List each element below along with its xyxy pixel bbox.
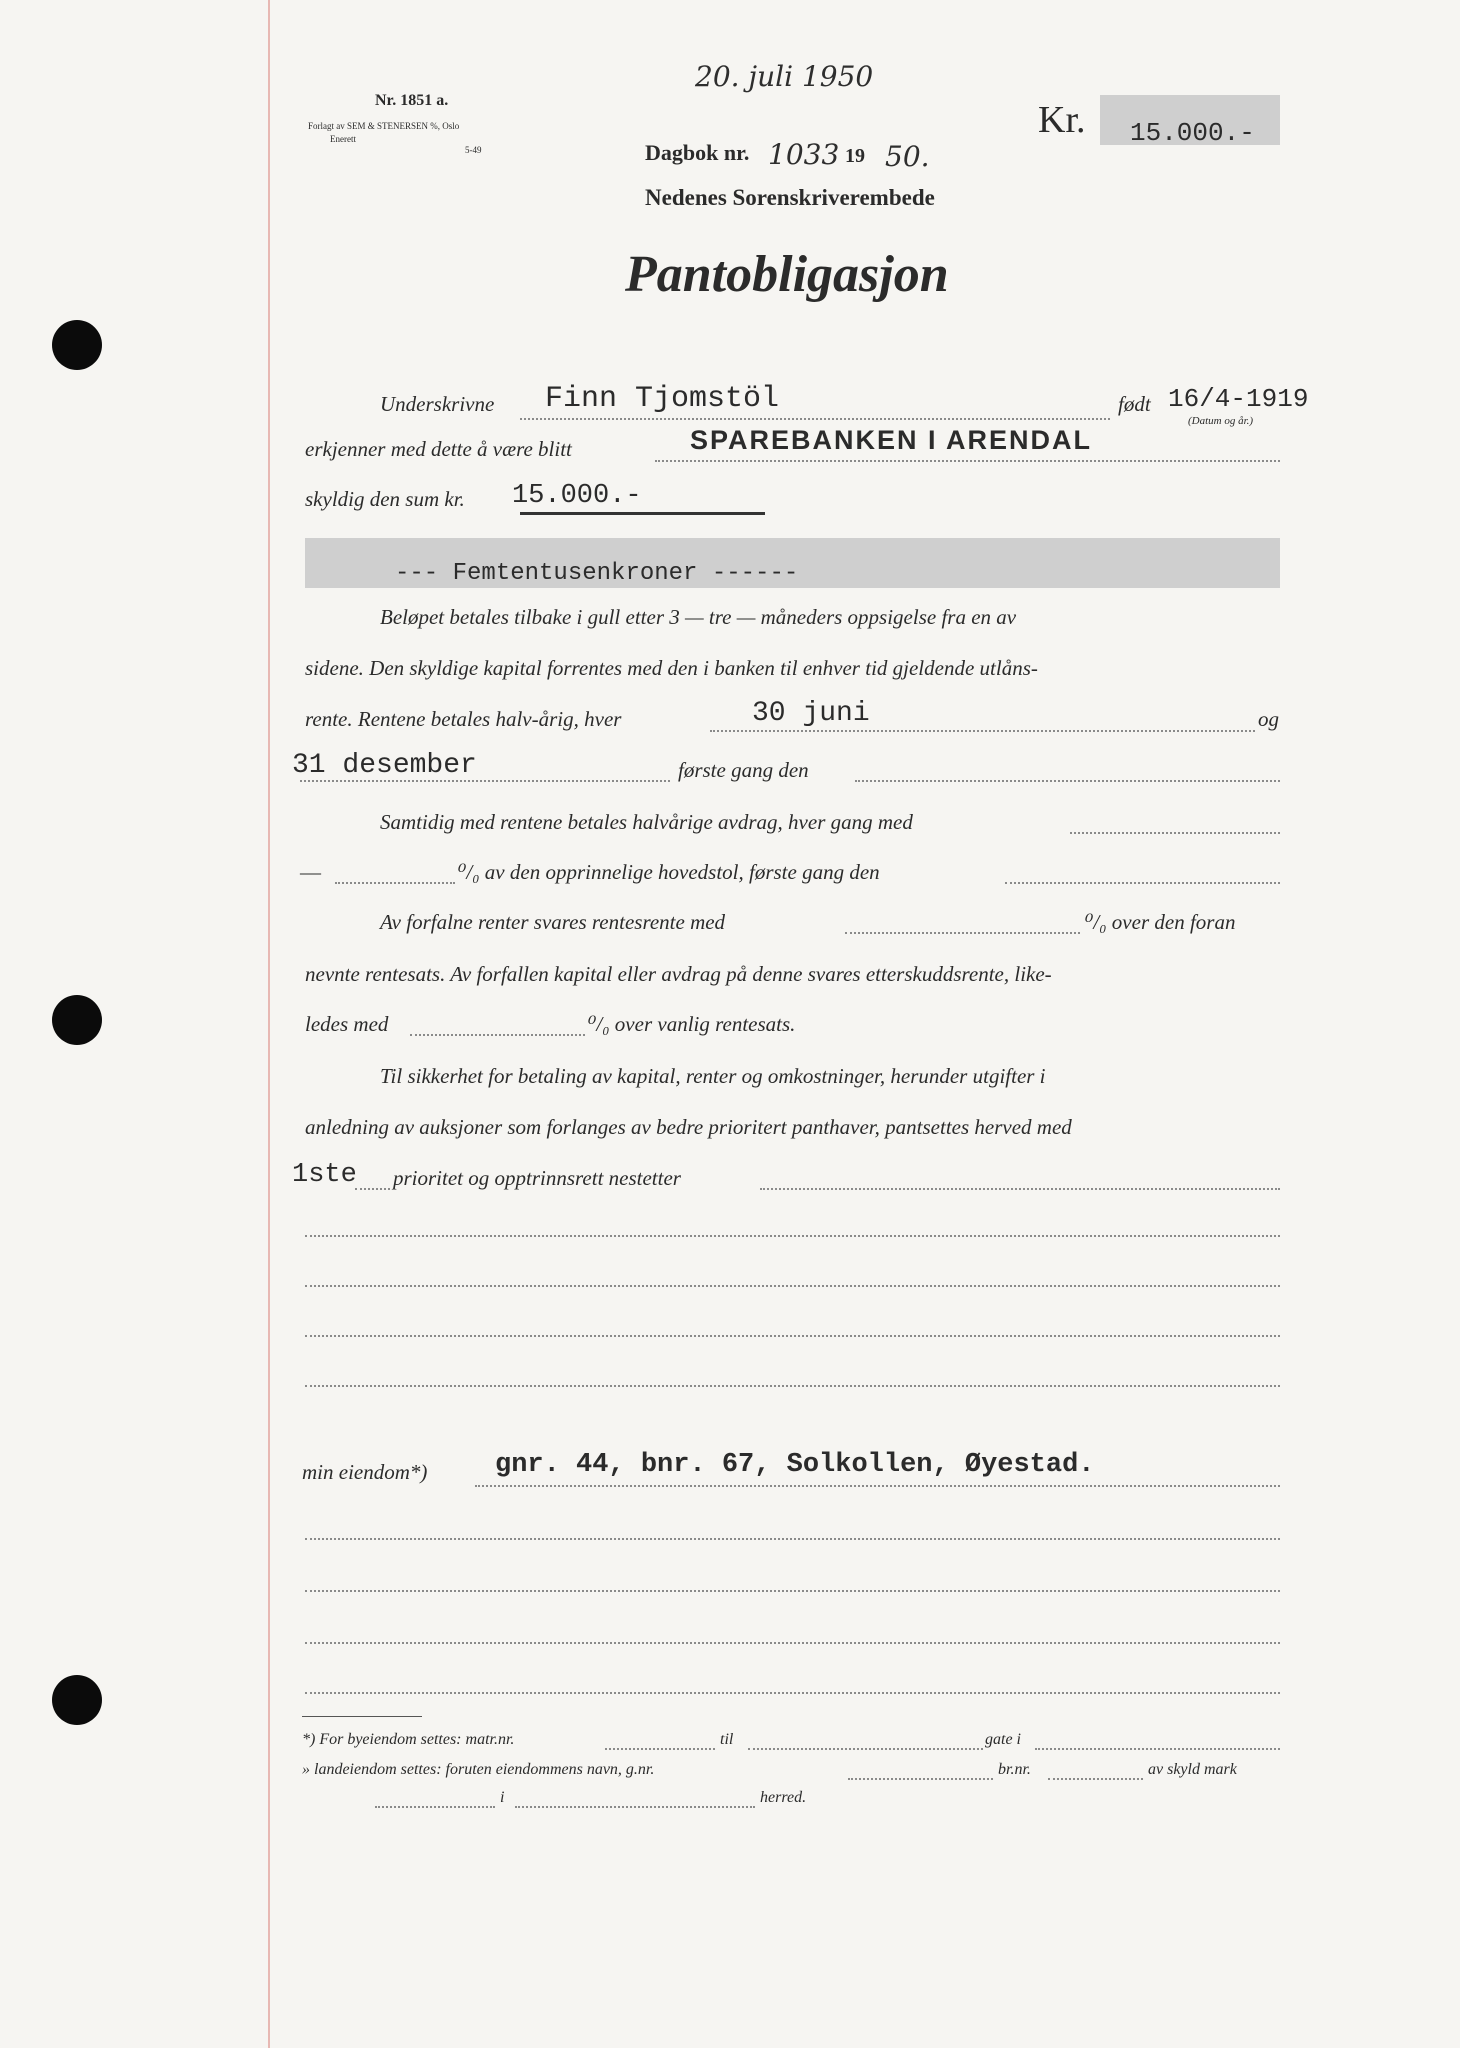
p3-line3: ledes med	[305, 1012, 389, 1036]
footnote-line1-b: til	[720, 1731, 734, 1748]
p3-late-rate-line	[410, 1034, 585, 1036]
dagbok-year: 50.	[885, 140, 930, 173]
property-label: min eiendom*)	[302, 1460, 428, 1484]
footnote-line3-b: herred.	[760, 1789, 807, 1806]
p1-line3-end: og	[1258, 707, 1279, 731]
debtor-label: Underskrivne	[380, 392, 495, 416]
blank-line-7	[305, 1642, 1280, 1644]
dagbok-year-prefix: 19	[845, 145, 865, 167]
p2-dash: —	[300, 860, 321, 884]
page-title: Pantobligasjon	[625, 246, 949, 303]
debtor-line	[520, 418, 1110, 420]
first-time-line	[855, 780, 1280, 782]
p2-percent-line	[335, 882, 455, 884]
p1-line1: Beløpet betales tilbake i gull etter 3 — tre — måneders oppsigelse fra en av	[380, 605, 1017, 629]
born-label: født	[1118, 392, 1151, 416]
interest-date-2: 31 desember	[292, 750, 477, 781]
property-value: gnr. 44, bnr. 67, Solkollen, Øyestad.	[495, 1450, 1095, 1480]
sum-underline	[520, 512, 765, 515]
publisher-enerett: Enerett	[330, 134, 356, 144]
dagbok-label: Dagbok nr.	[645, 140, 750, 165]
footnote-place-line	[375, 1806, 495, 1808]
punch-hole-top	[52, 320, 102, 370]
p2-line1: Samtidig med rentene betales halvårige avdrag, hver gang med	[380, 810, 913, 834]
p4-line1: Til sikkerhet for betaling av kapital, renter og omkostninger, herunder utgifter i	[380, 1064, 1046, 1088]
property-line	[475, 1485, 1280, 1487]
footnote-line2-a: » landeiendom settes: foruten eiendommens navn, g.nr.	[302, 1761, 655, 1778]
publisher-line: Forlagt av SEM & STENERSEN %, Oslo	[308, 121, 460, 131]
footnote-street-line	[748, 1748, 983, 1750]
margin-line	[268, 0, 270, 2048]
p2-line2: ⁰/₀ av den opprinnelige hovedstol, første gang den	[458, 860, 880, 884]
blank-line-3	[305, 1335, 1280, 1337]
first-time-label: første gang den	[678, 758, 809, 782]
footnote-line2-b: br.nr.	[998, 1761, 1031, 1778]
creditor-name: SPAREBANKEN I ARENDAL	[690, 425, 1093, 455]
footnote-rule	[302, 1716, 422, 1717]
p3-line1-end: ⁰/₀ over den foran	[1085, 910, 1236, 934]
footnote-herred-line	[515, 1806, 755, 1808]
footnote-gnr-line	[848, 1778, 993, 1780]
punch-hole-middle	[52, 995, 102, 1045]
footnote-line1-a: *) For byeiendom settes: matr.nr.	[302, 1731, 515, 1748]
priority-value-line	[355, 1188, 390, 1190]
p3-rate-line	[845, 932, 1080, 934]
handwritten-date: 20. juli 1950	[695, 60, 874, 93]
punch-hole-bottom	[52, 1675, 102, 1725]
interest-date-1-line	[710, 730, 1255, 732]
blank-line-8	[305, 1692, 1280, 1694]
sum-label: skyldig den sum kr.	[305, 487, 465, 511]
p2-first-time-line	[1005, 882, 1280, 884]
p2-installment-line	[1070, 832, 1280, 834]
form-number: Nr. 1851 a.	[375, 92, 449, 109]
footnote-brnr-line	[1048, 1778, 1143, 1780]
amount-label: Kr.	[1038, 99, 1086, 141]
footnote-line2-c: av skyld mark	[1148, 1761, 1237, 1778]
p1-line3: rente. Rentene betales halv-årig, hver	[305, 707, 622, 731]
blank-line-4	[305, 1385, 1280, 1387]
interest-date-1: 30 juni	[752, 698, 870, 729]
priority-line	[760, 1188, 1280, 1190]
born-date: 16/4-1919	[1168, 384, 1309, 414]
blank-line-2	[305, 1285, 1280, 1287]
p1-line2: sidene. Den skyldige kapital forrentes med den i banken til enhver tid gjeldende utlåns-	[305, 656, 1038, 680]
sum-value: 15.000.-	[512, 481, 642, 511]
interest-date-2-line	[300, 780, 670, 782]
amount-value: 15.000.-	[1130, 118, 1255, 148]
dagbok-number: 1033	[768, 138, 840, 171]
p3-line1: Av forfalne renter svares rentesrente med	[380, 910, 726, 934]
born-hint: (Datum og år.)	[1188, 415, 1254, 427]
publisher-code: 5-49	[465, 145, 482, 155]
priority-label: prioritet og opptrinnsrett nestetter	[393, 1166, 681, 1190]
p3-line2: nevnte rentesats. Av forfallen kapital eller avdrag på denne svares etterskuddsrente, like-	[305, 962, 1052, 986]
blank-line-6	[305, 1590, 1280, 1592]
footnote-matr-line	[605, 1748, 715, 1750]
p3-line3-end: ⁰/₀ over vanlig rentesats.	[588, 1012, 796, 1036]
blank-line-1	[305, 1235, 1280, 1237]
footnote-city-line	[1035, 1748, 1280, 1750]
priority-value: 1ste	[292, 1160, 357, 1190]
creditor-line	[655, 460, 1280, 462]
debtor-name: Finn Tjomstöl	[545, 382, 780, 416]
creditor-label: erkjenner med dette å være blitt	[305, 437, 572, 461]
office-name: Nedenes Sorenskriverembede	[645, 185, 935, 210]
footnote-line3-a: i	[500, 1789, 505, 1806]
blank-line-5	[305, 1538, 1280, 1540]
footnote-line1-c: gate i	[985, 1731, 1021, 1748]
amount-in-words: --- Femtentusenkroner ------	[395, 560, 799, 587]
p4-line2: anledning av auksjoner som forlanges av bedre prioritert panthaver, pantsettes herved med	[305, 1115, 1072, 1139]
